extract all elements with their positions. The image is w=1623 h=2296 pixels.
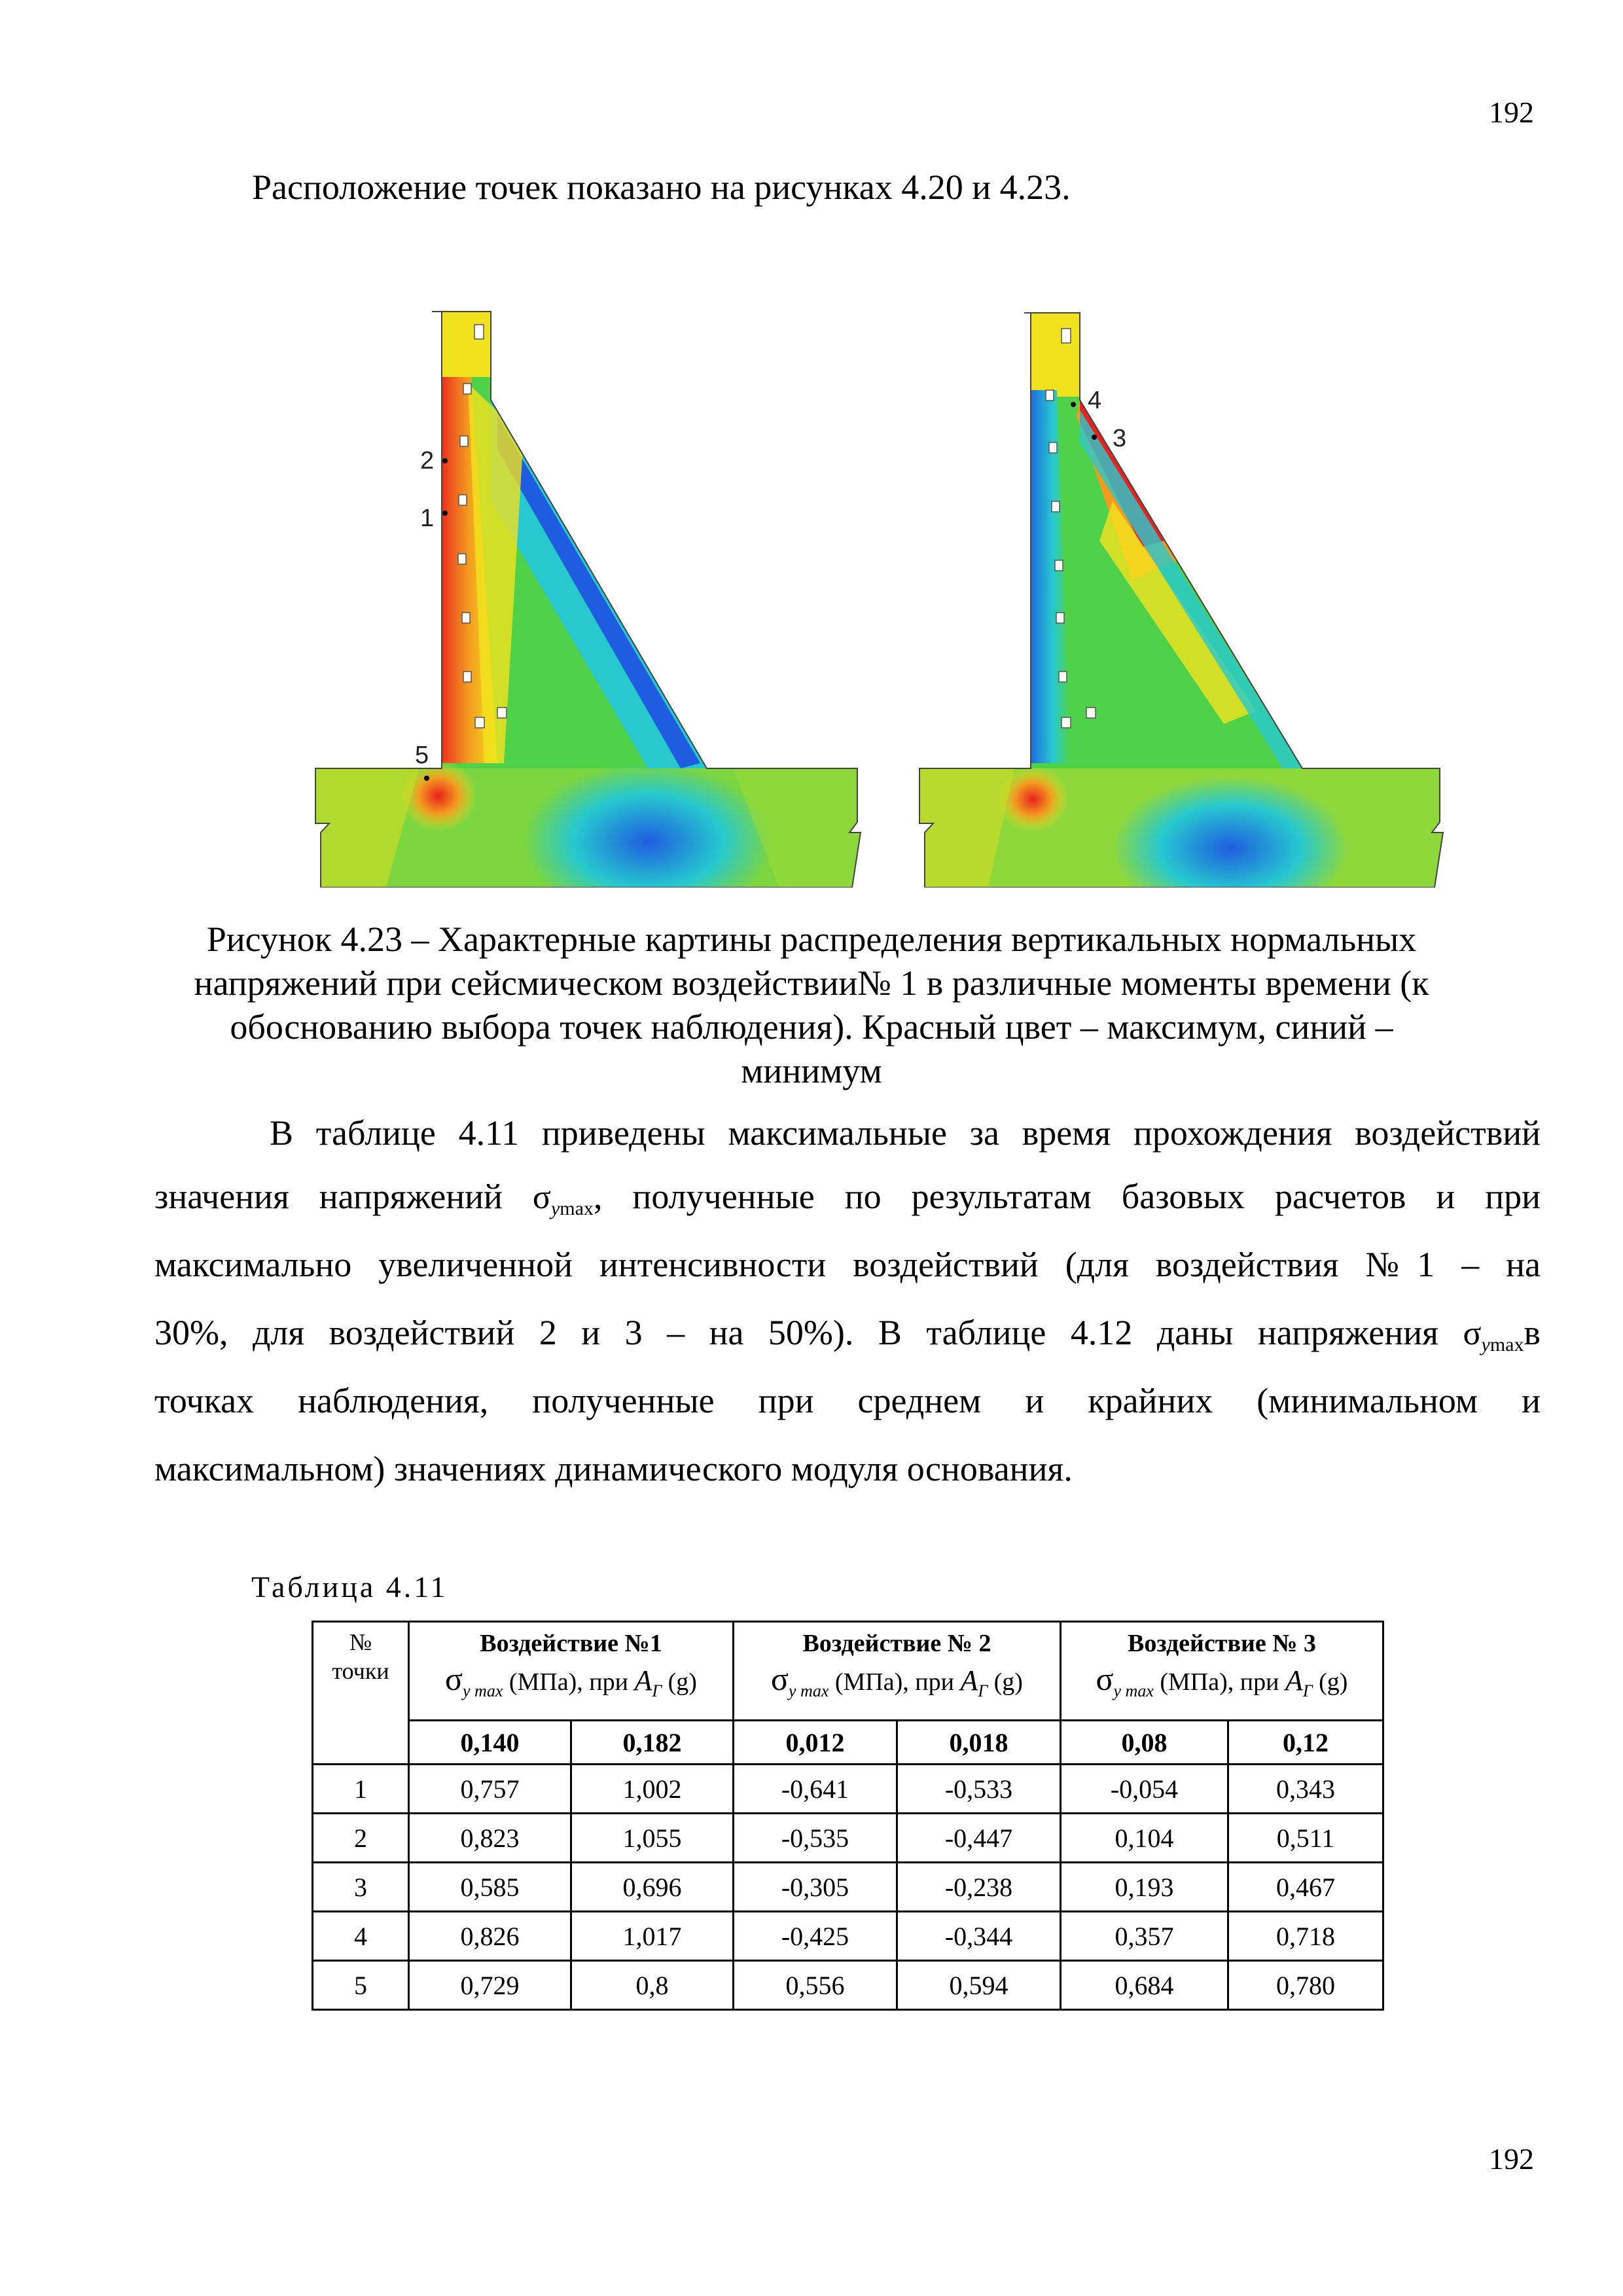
point-label-4: 4	[1088, 387, 1102, 414]
value-cell: 0,757	[409, 1765, 571, 1814]
table-row	[313, 1961, 1383, 2010]
caption-line-3: обоснованию выбора точек наблюдения). Красный цвет – максимум, синий –	[230, 1007, 1393, 1047]
point-number-header: № точки	[313, 1622, 409, 1765]
accel-value-header: 0,12	[1228, 1721, 1383, 1765]
results-table	[312, 1621, 1384, 2011]
point-cell: 3	[313, 1863, 409, 1912]
table-row	[313, 1912, 1383, 1961]
sigma-symbol: σymax	[532, 1179, 594, 1219]
point-cell: 5	[313, 1961, 409, 2010]
value-cell: 0,104	[1061, 1814, 1228, 1863]
value-cell: 0,780	[1228, 1961, 1383, 2010]
page-number-bottom: 192	[1489, 2142, 1534, 2176]
para-line-4: 30%, для воздействий 2 и 3 – на 50%). В таблице 4.12 даны напряжения σymaxв	[154, 1313, 1541, 1355]
value-cell: 0,467	[1228, 1863, 1383, 1912]
para-line-6: максимальном) значениях динамического модуля основания.	[154, 1449, 1073, 1488]
value-cell: -0,533	[897, 1765, 1061, 1814]
value-cell: 0,343	[1228, 1765, 1383, 1814]
value-cell: -0,305	[734, 1863, 897, 1912]
point-label-5: 5	[415, 742, 429, 769]
point-label-1: 1	[420, 505, 435, 532]
para-line-3: максимально увеличенной интенсивности воздействий (для воздействия №1 – на	[154, 1245, 1541, 1284]
para-line-1: В таблице 4.11 приведены максимальные за время прохождения воздействий	[270, 1113, 1541, 1153]
figure-caption	[144, 918, 1479, 1093]
value-cell: 0,585	[409, 1863, 571, 1912]
value-cell: 0,718	[1228, 1912, 1383, 1961]
page-number-top: 192	[1489, 96, 1534, 129]
value-cell: -0,344	[897, 1912, 1061, 1961]
para-line-2: значения напряжений σymax, полученные по результатам базовых расчетов и при	[154, 1177, 1541, 1219]
group-header-3: Воздействие № 3 $\sigma_{y max}$ (МПа), при $A_Г$ (g)	[1061, 1622, 1383, 1721]
value-cell: 0,594	[897, 1961, 1061, 2010]
table-row	[313, 1765, 1383, 1814]
caption-line-2: напряжений при сейсмическом воздействии№ 1 в различные моменты времени (к	[194, 963, 1429, 1003]
point-cell: 2	[313, 1814, 409, 1863]
value-cell: 0,684	[1061, 1961, 1228, 2010]
value-cell: 1,055	[571, 1814, 734, 1863]
value-cell: -0,641	[734, 1765, 897, 1814]
caption-line-4: минимум	[741, 1051, 882, 1090]
value-cell: 0,556	[734, 1961, 897, 2010]
value-cell: 0,511	[1228, 1814, 1383, 1863]
value-cell: 0,357	[1061, 1912, 1228, 1961]
value-cell: -0,535	[734, 1814, 897, 1863]
value-cell: 1,017	[571, 1912, 734, 1961]
table-caption: Таблица 4.11	[251, 1570, 448, 1604]
value-cell: 0,696	[571, 1863, 734, 1912]
para-line-5: точках наблюдения, полученные при среднем и крайних (минимальном и	[154, 1381, 1541, 1420]
point-label-3: 3	[1113, 425, 1127, 452]
value-cell: -0,447	[897, 1814, 1061, 1863]
table-row	[313, 1863, 1383, 1912]
value-cell: 0,823	[409, 1814, 571, 1863]
point-label-2: 2	[420, 447, 435, 475]
body-paragraph	[154, 1103, 1541, 1503]
value-cell: -0,054	[1061, 1765, 1228, 1814]
value-cell: -0,238	[897, 1863, 1061, 1912]
accel-value-header: 0,182	[571, 1721, 734, 1765]
value-cell: 1,002	[571, 1765, 734, 1814]
group-header-2: Воздействие № 2 $\sigma_{y max}$ (МПа), при $A_Г$ (g)	[734, 1622, 1061, 1721]
value-cell: -0,425	[734, 1912, 897, 1961]
caption-line-1: Рисунок 4.23 – Характерные картины распределения вертикальных нормальных	[206, 920, 1417, 959]
accel-value-header: 0,018	[897, 1721, 1061, 1765]
accel-value-header: 0,012	[734, 1721, 897, 1765]
point-cell: 4	[313, 1912, 409, 1961]
stress-contour-figure-right	[916, 305, 1466, 888]
sigma-symbol: σymax	[1463, 1315, 1524, 1355]
table-row	[313, 1814, 1383, 1863]
point-cell: 1	[313, 1765, 409, 1814]
value-cell: 0,193	[1061, 1863, 1228, 1912]
accel-value-header: 0,08	[1061, 1721, 1228, 1765]
stress-contour-figure-left	[308, 305, 877, 888]
group-header-1: Воздействие №1 $\sigma_{y max}$ (МПа), при $A_Г$ (g)	[409, 1622, 734, 1721]
intro-text: Расположение точек показано на рисунках 4.20 и 4.23.	[252, 168, 1071, 207]
value-cell: 0,8	[571, 1961, 734, 2010]
accel-value-header: 0,140	[409, 1721, 571, 1765]
value-cell: 0,729	[409, 1961, 571, 2010]
value-cell: 0,826	[409, 1912, 571, 1961]
